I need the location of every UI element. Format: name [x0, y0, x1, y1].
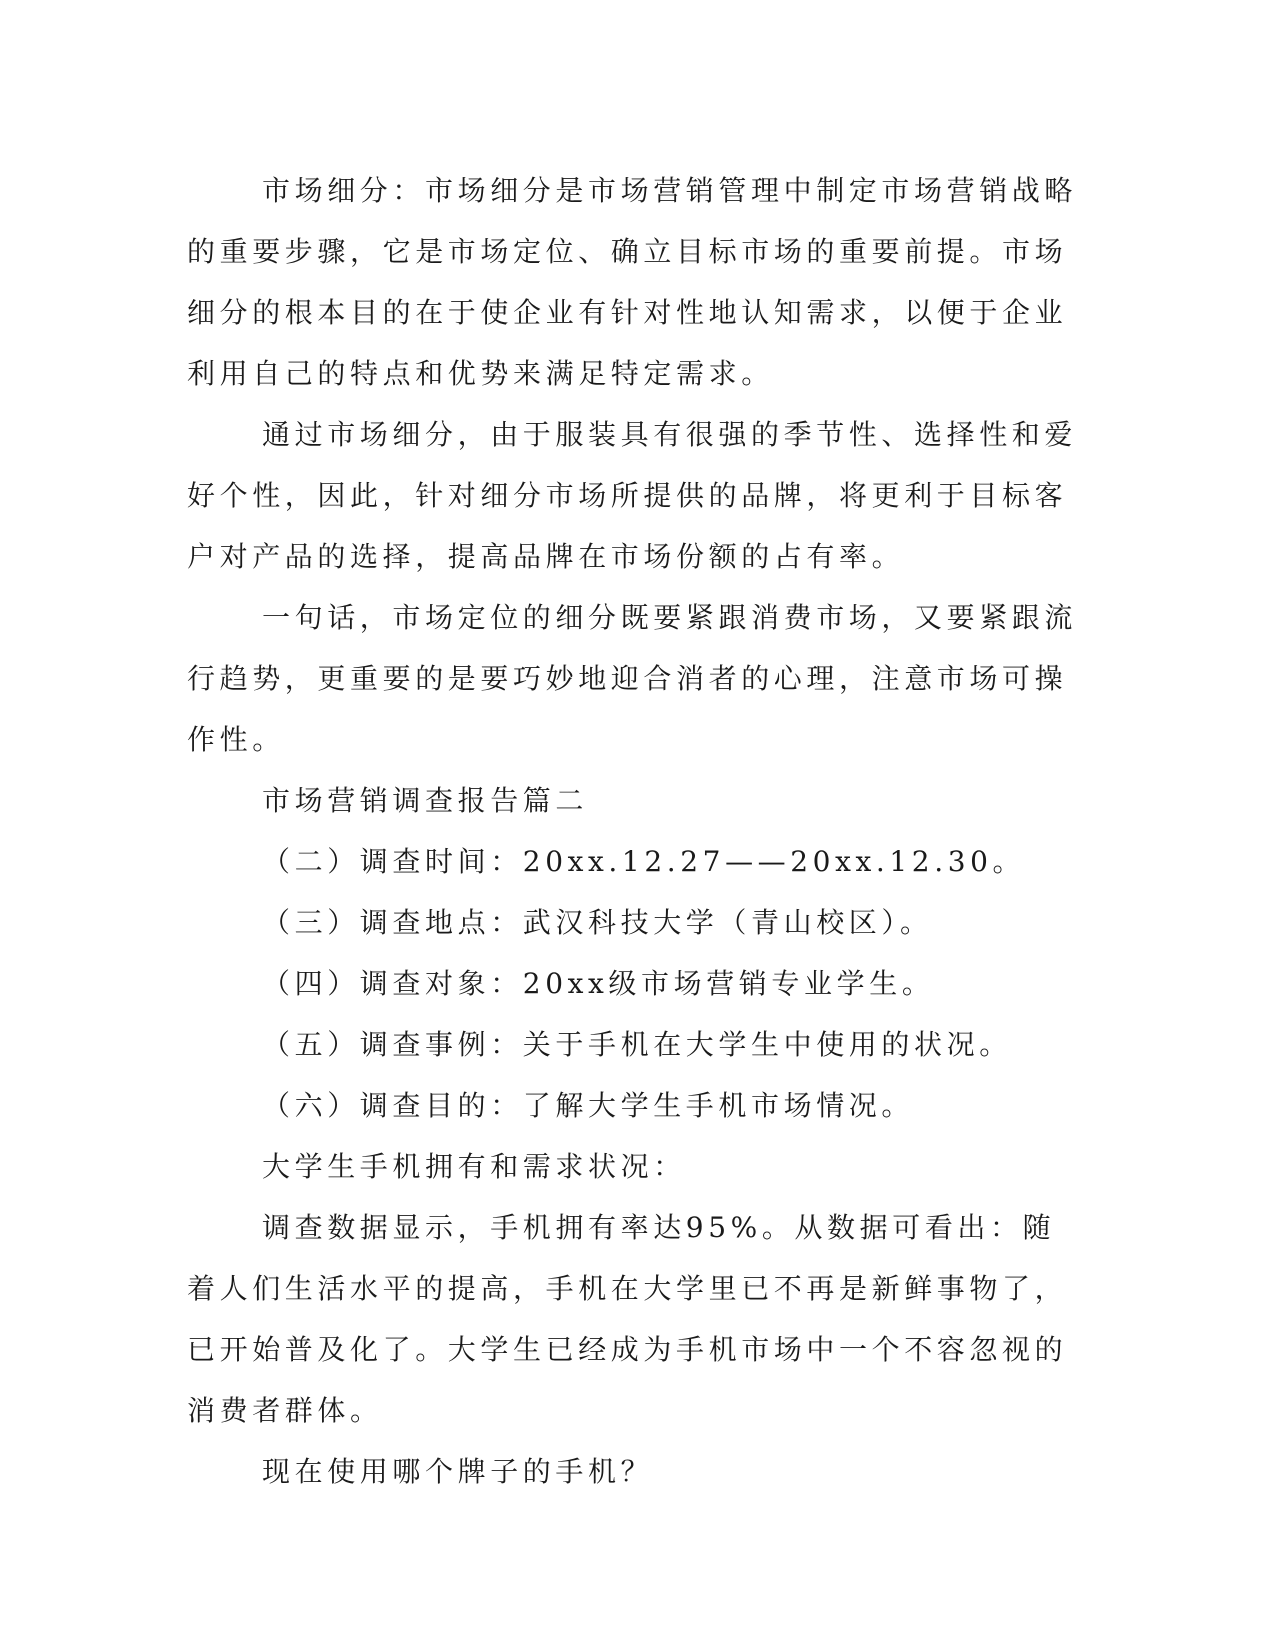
- paragraph-summary: 一句话，市场定位的细分既要紧跟消费市场，又要紧跟流行趋势，更重要的是要巧妙地迎合消者的心理，注意市场可操作性。: [187, 601, 1078, 756]
- paragraph-clothing-segmentation: 通过市场细分，由于服装具有很强的季节性、选择性和爱好个性，因此，针对细分市场所提供的品牌，将更利于目标客户对产品的选择，提高品牌在市场份额的占有率。: [187, 418, 1078, 573]
- subheading-ownership: 大学生手机拥有和需求状况：: [262, 1150, 686, 1183]
- document-body: [187, 160, 1087, 1502]
- paragraph-market-segmentation: 市场细分：市场细分是市场营销管理中制定市场营销战略的重要步骤，它是市场定位、确立目标市场的重要前提。市场细分的根本目的在于使企业有针对性地认知需求，以便于企业利用自己的特点和优势来满足特定需求。: [187, 174, 1078, 390]
- survey-location: （三）调查地点：武汉科技大学（青山校区）。: [262, 906, 933, 939]
- section-heading: 市场营销调查报告篇二: [262, 784, 589, 817]
- question-brand: 现在使用哪个牌子的手机？: [262, 1455, 654, 1488]
- survey-topic: （五）调查事例：关于手机在大学生中使用的状况。: [262, 1028, 1012, 1061]
- paragraph-ownership-data: 调查数据显示，手机拥有率达95%。从数据可看出：随着人们生活水平的提高，手机在大学里已不再是新鲜事物了，已开始普及化了。大学生已经成为手机市场中一个不容忽视的消费者群体。: [187, 1211, 1068, 1427]
- survey-purpose: （六）调查目的：了解大学生手机市场情况。: [262, 1089, 915, 1122]
- survey-subjects: （四）调查对象：20xx级市场营销专业学生。: [262, 967, 935, 1000]
- survey-time: （二）调查时间：20xx.12.27——20xx.12.30。: [262, 845, 1026, 878]
